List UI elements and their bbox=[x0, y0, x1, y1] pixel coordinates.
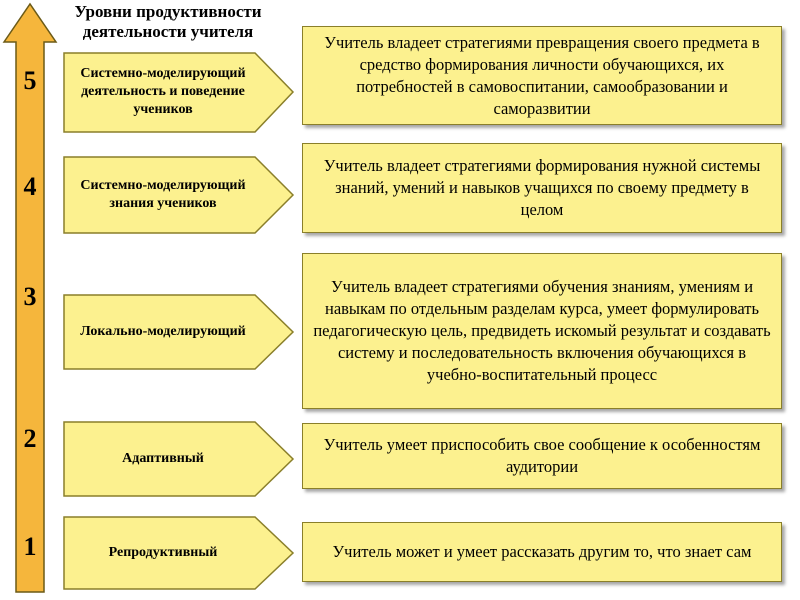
level-2-chevron bbox=[63, 421, 293, 497]
level-number-5: 5 bbox=[23, 66, 37, 95]
level-4-chevron bbox=[63, 156, 293, 234]
level-2-description: Учитель умеет приспособить свое сообщение к особенностям аудитории bbox=[302, 423, 782, 489]
level-4-name: Системно-моделирующий знания учеников bbox=[80, 178, 246, 211]
level-number-2: 2 bbox=[23, 424, 37, 453]
level-2-name: Адаптивный bbox=[122, 451, 204, 466]
level-1-description: Учитель может и умеет рассказать другим то, что знает сам bbox=[302, 522, 782, 582]
level-number-1: 1 bbox=[23, 532, 37, 561]
level-4-description: Учитель владеет стратегиями формирования нужной системы знаний, умений и навыков учащихся по своему предмету в целом bbox=[302, 143, 782, 233]
level-number-3: 3 bbox=[23, 282, 37, 311]
level-3-description: Учитель владеет стратегиями обучения знаниям, умениям и навыкам по отдельным разделам курса, умеет формулировать педагогическую цель, предвидеть искомый результат и создавать систему и последовательность включения обучающихся в учебно-воспитательный процесс bbox=[302, 253, 782, 409]
level-5-description: Учитель владеет стратегиями превращения своего предмета в средство формирования личности обучающихся, их потребностей в самовоспитании, самообразовании и саморазвитии bbox=[302, 26, 782, 125]
diagram-title: Уровни продуктивности деятельности учителя bbox=[74, 2, 262, 41]
level-3-name: Локально-моделирующий bbox=[80, 324, 246, 339]
level-5-chevron bbox=[63, 52, 293, 132]
level-1-chevron bbox=[63, 516, 293, 590]
level-3-chevron bbox=[63, 294, 293, 370]
level-number-4: 4 bbox=[23, 172, 37, 201]
level-5-name: Системно-моделирующий деятельность и поведение учеников bbox=[80, 66, 246, 117]
level-1-name: Репродуктивный bbox=[108, 545, 218, 560]
